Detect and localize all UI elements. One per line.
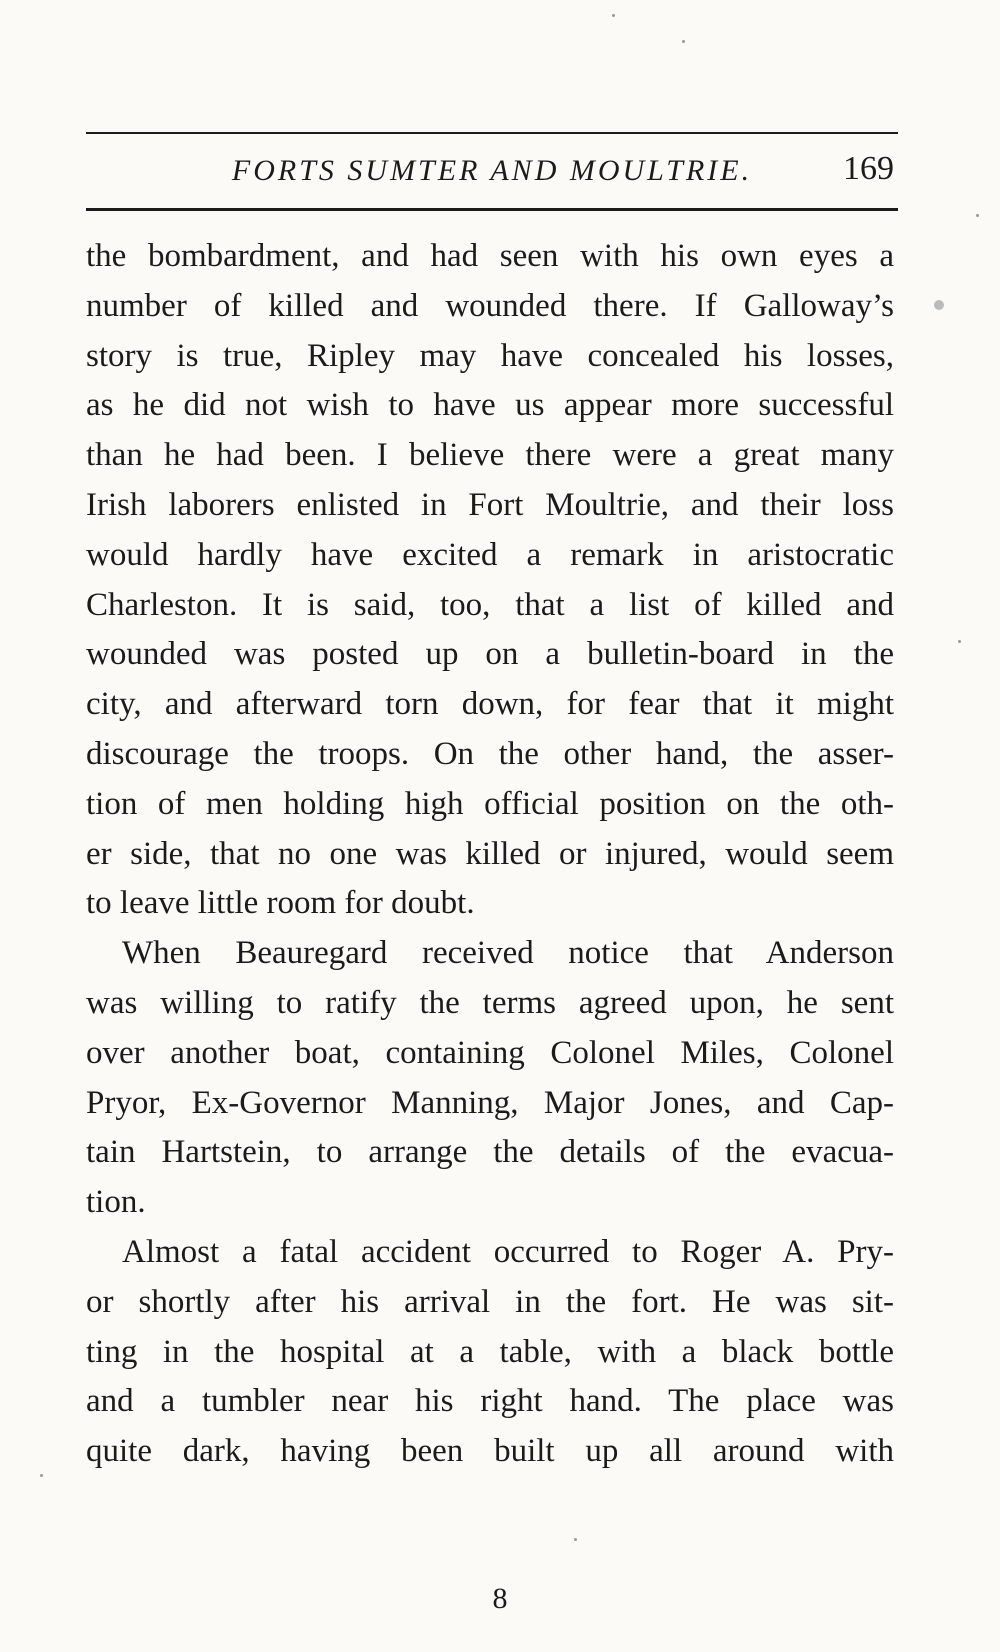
paper-speck [574, 1538, 577, 1541]
signature-mark: 8 [492, 1582, 508, 1615]
header-rule-bottom [86, 208, 898, 211]
text-line: the bombardment, and had seen with his own eyes a [86, 238, 894, 274]
text-line: ting in the hospital at a table, with a black bottle [86, 1333, 894, 1370]
text-line: quite dark, having been built up all around with [86, 1433, 894, 1470]
text-line: story is true, Ripley may have concealed his losses, [86, 337, 894, 374]
text-line: or shortly after his arrival in the fort. He was sit- [86, 1283, 894, 1320]
text-line: Irish laborers enlisted in Fort Moultrie, and their loss [86, 486, 894, 523]
paper-speck [682, 40, 685, 43]
text-line: over another boat, containing Colonel Miles, Colonel [86, 1034, 894, 1071]
paper-speck [40, 1474, 43, 1477]
text-line: city, and afterward torn down, for fear that it might [86, 686, 894, 723]
text-line: to leave little room for doubt. [86, 885, 475, 922]
text-line: tain Hartstein, to arrange the details of the evacua- [86, 1134, 894, 1171]
paragraph-start-line: When Beauregard received notice that Anderson [122, 935, 894, 972]
text-line: as he did not wish to have us appear more successful [86, 387, 894, 424]
paper-speck [958, 640, 961, 643]
text-line: wounded was posted up on a bulletin-board in the [86, 636, 894, 673]
paragraph-start-line: Almost a fatal accident occurred to Roger A. Pry- [122, 1233, 894, 1270]
body-text [86, 232, 894, 1477]
text-line: Pryor, Ex-Governor Manning, Major Jones, and Cap- [86, 1084, 894, 1121]
header-rule-top [86, 132, 898, 134]
text-line: tion of men holding high official position on the oth- [86, 785, 894, 822]
text-line: tion. [86, 1184, 146, 1221]
paper-speck [976, 214, 979, 217]
page-number: 169 [843, 150, 894, 187]
running-title: FORTS SUMTER AND MOULTRIE. [231, 154, 753, 187]
text-line: and a tumbler near his right hand. The place was [86, 1383, 894, 1420]
text-line: was willing to ratify the terms agreed upon, he sent [86, 984, 894, 1021]
text-line: discourage the troops. On the other hand, the asser- [86, 735, 894, 772]
text-line: Charleston. It is said, too, that a list of killed and [86, 586, 894, 623]
running-head [86, 150, 898, 194]
text-line: number of killed and wounded there. If Galloway’s [86, 287, 894, 324]
text-line: than he had been. I believe there were a great many [86, 437, 894, 474]
paper-speck [934, 300, 944, 310]
text-line: er side, that no one was killed or injured, would seem [86, 835, 894, 872]
text-line: would hardly have excited a remark in aristocratic [86, 536, 894, 573]
paper-speck [612, 14, 615, 17]
